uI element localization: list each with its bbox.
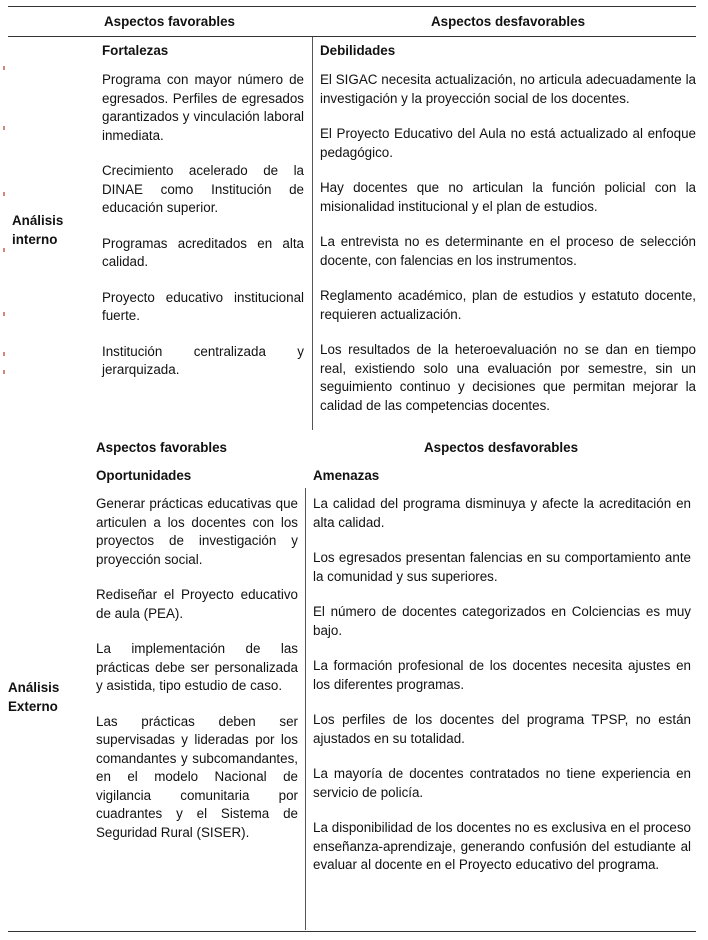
list-item: Hay docentes que no articulan la función policial con la misionalidad institucional y el plan de estudios.: [320, 180, 696, 214]
list-item: Las prácticas deben ser supervisadas y lideradas por los comandantes y subcomandantes, en el modelo Nacional de vigilancia comunitaria por cuadrantes y el Sistema de Seguridad Rural (SISER).: [96, 713, 298, 840]
list-item: La calidad del programa disminuya y afecte la acreditación en alta calidad.: [313, 496, 691, 530]
bottom-rule: [8, 931, 696, 932]
margin-mark: [3, 352, 5, 356]
oportunidades-list: [96, 495, 298, 842]
margin-mark: [3, 126, 5, 130]
amenazas-list: [313, 495, 691, 875]
list-item: Los egresados presentan falencias en su comportamiento ante la comunidad y sus superiores.: [313, 550, 691, 584]
list-item: La mayoría de docentes contratados no tiene experiencia en servicio de policía.: [313, 766, 691, 800]
external-column-divider: [305, 488, 306, 930]
margin-mark: [3, 312, 5, 316]
list-item: Proyecto educativo institucional fuerte.: [102, 289, 304, 323]
list-item: Los perfiles de los docentes del programa TPSP, no están ajustados en su totalidad.: [313, 712, 691, 746]
list-item: La entrevista no es determinante en el proceso de selección docente, con falencias en los instrumentos.: [320, 234, 696, 268]
external-favorable-header: Aspectos favorables: [96, 440, 227, 455]
list-item: Crecimiento acelerado de la DINAE como Institución de educación superior.: [102, 163, 304, 215]
list-item: El SIGAC necesita actualización, no articula adecuadamente la investigación y la proyección social de los docentes.: [320, 72, 696, 106]
fortalezas-header: Fortalezas: [102, 43, 169, 58]
list-item: Programas acreditados en alta calidad.: [102, 235, 304, 269]
oportunidades-header: Oportunidades: [96, 468, 192, 483]
debilidades-header: Debilidades: [320, 43, 396, 58]
list-item: Los resultados de la heteroevaluación no se dan en tiempo real, existiendo solo una evaluación por semestre, sin un seguimiento continuo y decisiones que permitan mejorar la calidad de las competencias docentes.: [320, 342, 696, 413]
list-item: La disponibilidad de los docentes no es exclusiva en el proceso enseñanza-aprendizaje, generando confusión del estudiante al evaluar al docente en el Proyecto educativo del programa.: [313, 820, 691, 872]
list-item: Institución centralizada y jerarquizada.: [102, 343, 304, 377]
list-item: Rediseñar el Proyecto educativo de aula (PEA).: [96, 587, 298, 621]
external-unfavorable-header: Aspectos desfavorables: [423, 440, 579, 455]
list-item: Reglamento académico, plan de estudios y estatuto docente, requieren actualización.: [320, 288, 696, 322]
list-item: Generar prácticas educativas que articulen a los docentes con los proyectos de investigación y proyección social.: [96, 496, 298, 567]
list-item: El Proyecto Educativo del Aula no está actualizado al enfoque pedagógico.: [320, 126, 696, 160]
internal-section-label: Análisis interno: [12, 213, 64, 247]
debilidades-list: [320, 71, 696, 415]
internal-column-divider: [312, 37, 313, 430]
margin-mark: [3, 370, 5, 374]
fortalezas-list: [102, 71, 304, 380]
margin-mark: [3, 248, 5, 252]
top-rule: [8, 6, 696, 7]
list-item: La implementación de las prácticas debe ser personalizada y asistida, tipo estudio de caso.: [96, 641, 298, 693]
list-item: El número de docentes categorizados en Colciencias es muy bajo.: [313, 604, 691, 638]
internal-favorable-header: Aspectos favorables: [104, 14, 235, 29]
list-item: La formación profesional de los docentes necesita ajustes en los diferentes programas.: [313, 658, 691, 692]
margin-mark: [3, 192, 5, 196]
amenazas-header: Amenazas: [313, 468, 380, 483]
list-item: Programa con mayor número de egresados. Perfiles de egresados garantizados y vinculación laboral inmediata.: [102, 72, 304, 143]
header-rule: [8, 36, 696, 37]
external-section-label: Análisis Externo: [8, 680, 60, 714]
internal-unfavorable-header: Aspectos desfavorables: [430, 14, 586, 29]
margin-mark: [3, 66, 5, 70]
